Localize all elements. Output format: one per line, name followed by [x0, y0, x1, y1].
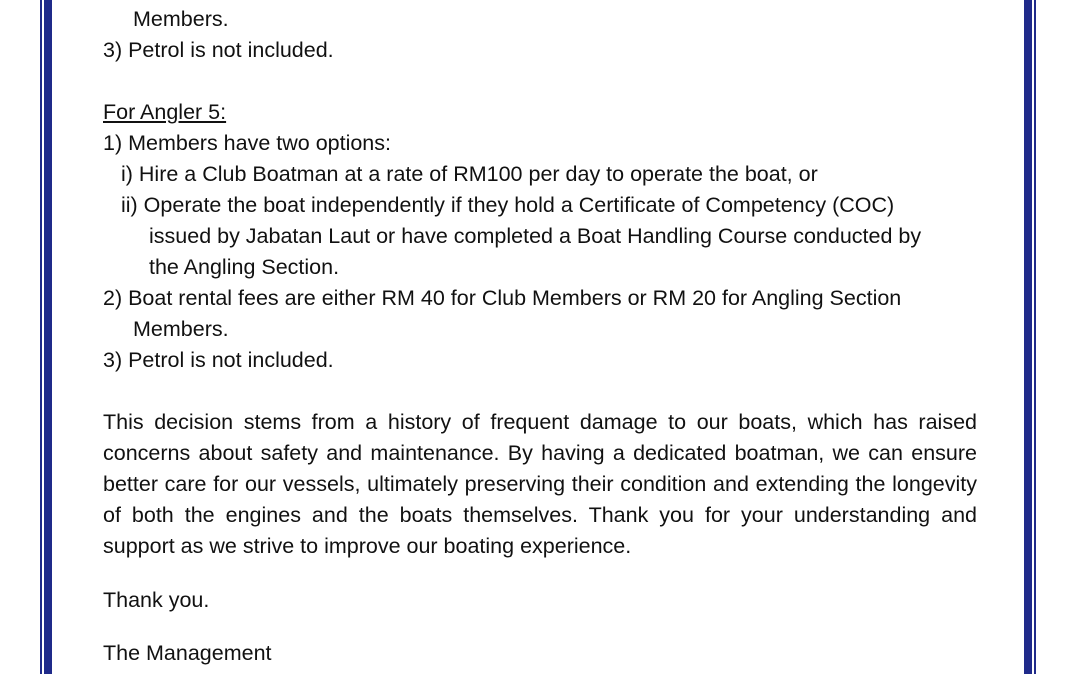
list-item: 3) Petrol is not included.	[103, 348, 334, 372]
closing-text: Thank you.	[103, 588, 210, 612]
list-item: 2) Boat rental fees are either RM 40 for Club Members or RM 20 for Angling Section	[103, 286, 902, 310]
decision-paragraph: This decision stems from a history of frequent damage to our boats, which has raised concerns about safety and maintenance. By having a dedicated boatman, we can ensure better care for our vessels, ultimately preserving their condition and extending the longevity of both the engines and the boats themselves. Thank you for your understanding and support as we strive to improve our boating experience.	[103, 410, 977, 558]
section-heading-angler-5: For Angler 5:	[103, 100, 227, 124]
list-continuation: Members.	[133, 7, 229, 31]
sub-list-continuation: issued by Jabatan Laut or have completed a Boat Handling Course conducted by	[149, 224, 922, 248]
list-continuation: Members.	[133, 317, 229, 341]
page-border-right	[1024, 0, 1032, 674]
list-item: 3) Petrol is not included.	[103, 38, 334, 62]
signature: The Management	[103, 641, 272, 665]
list-item: 1) Members have two options:	[103, 131, 391, 155]
sub-list-continuation: the Angling Section.	[149, 255, 340, 279]
sub-list-item: i) Hire a Club Boatman at a rate of RM100 per day to operate the boat, or	[121, 162, 818, 186]
page-border-left	[44, 0, 52, 674]
sub-list-item: ii) Operate the boat independently if they hold a Certificate of Competency (COC)	[121, 193, 895, 217]
